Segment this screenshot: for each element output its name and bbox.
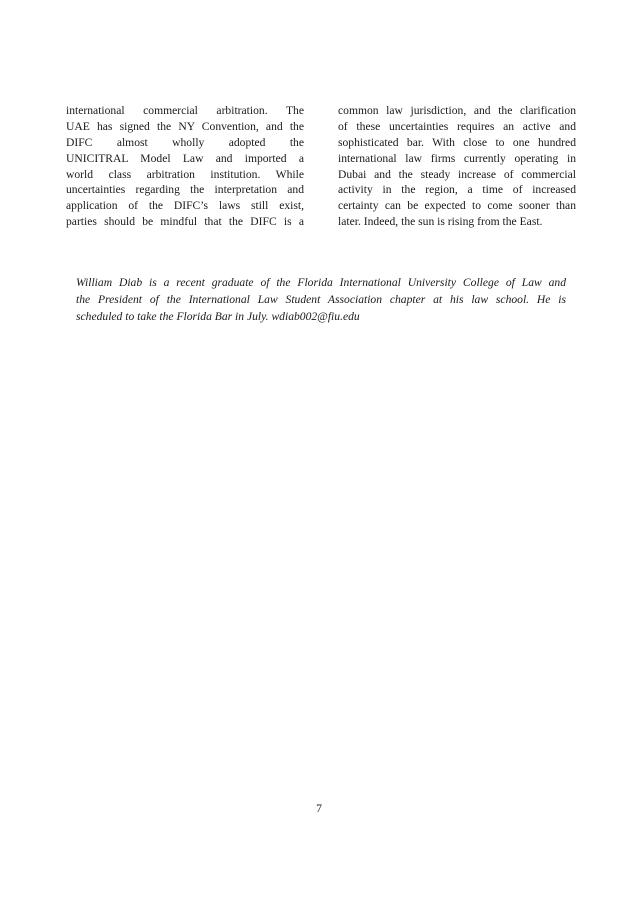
text-line: of these uncertainties requires an active and xyxy=(338,119,576,133)
article-column-right xyxy=(338,103,576,230)
text-line: certainty can be expected to come sooner than xyxy=(338,199,576,213)
bio-line: William Diab is a recent graduate of the Florida International University College of Law and xyxy=(76,276,566,289)
article-column-left xyxy=(66,103,304,230)
text-line: activity in the region, a time of increased xyxy=(338,183,576,197)
bio-line: scheduled to take the Florida Bar in July. wdiab002@fiu.edu xyxy=(76,310,360,323)
text-line: UAE has signed the NY Convention, and the xyxy=(66,119,304,133)
text-line: common law jurisdiction, and the clarification xyxy=(338,104,576,117)
text-line: sophisticated bar. With close to one hundred xyxy=(338,135,576,149)
text-line: DIFC almost wholly adopted the xyxy=(66,135,304,149)
text-line: UNICITRAL Model Law and imported a xyxy=(66,151,304,165)
text-line: uncertainties regarding the interpretation and xyxy=(66,183,304,197)
author-bio xyxy=(76,274,566,325)
text-line: international commercial arbitration. The xyxy=(66,104,304,117)
page-number: 7 xyxy=(316,802,322,815)
text-line: parties should be mindful that the DIFC is a xyxy=(66,215,304,229)
text-line: world class arbitration institution. While xyxy=(66,167,304,181)
text-line: application of the DIFC’s laws still exist, xyxy=(66,199,304,213)
text-line: international law firms currently operating in xyxy=(338,151,576,165)
text-line: later. Indeed, the sun is rising from the East. xyxy=(338,215,543,229)
text-line: Dubai and the steady increase of commercial xyxy=(338,167,576,181)
bio-line: the President of the International Law Student Association chapter at his law school. He is xyxy=(76,293,566,306)
